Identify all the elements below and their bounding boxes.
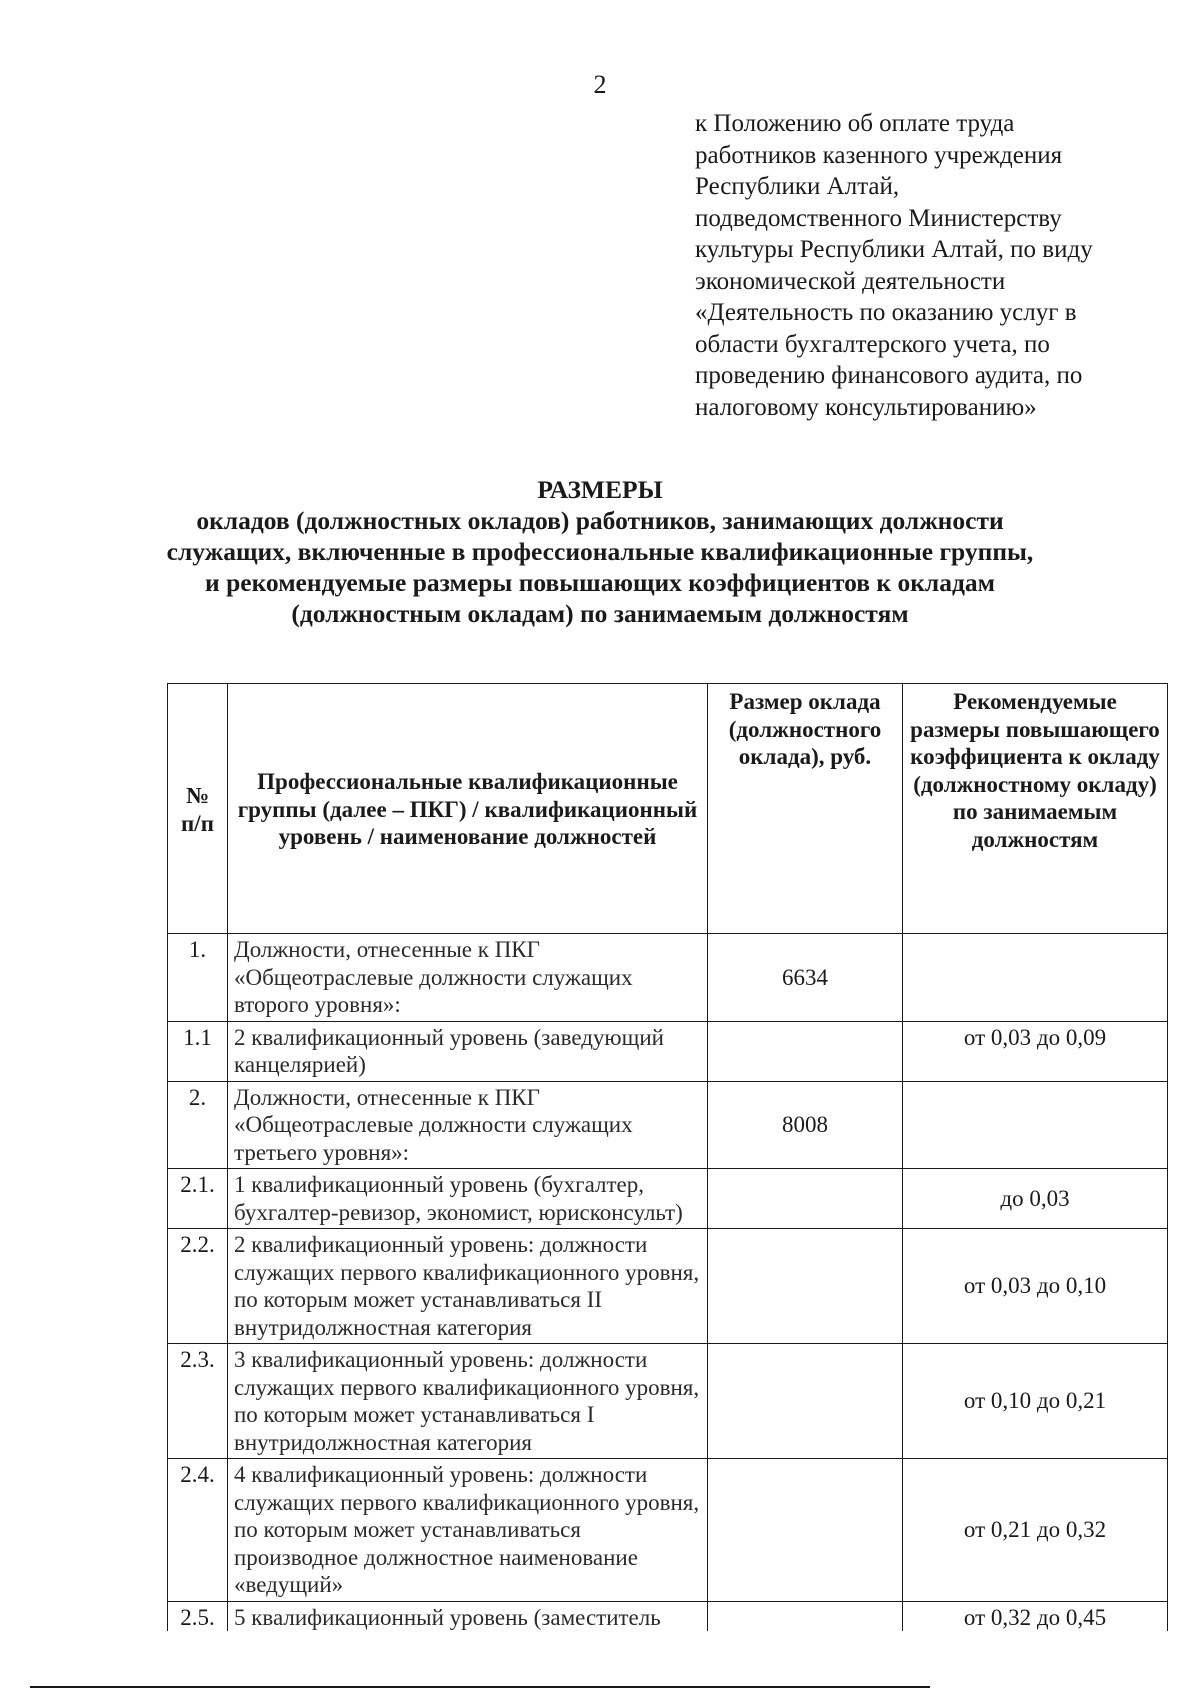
row-coef: от 0,03 до 0,09 [903,1021,1168,1081]
row-name: Должности, отнесенные к ПКГ «Общеотраслевые должности служащих третьего уровня»: [228,1081,708,1169]
row-num: 2.2. [168,1229,228,1344]
row-coef [903,1081,1168,1169]
appendix-line: «Деятельность по оказанию услуг в [695,299,1077,326]
row-num: 2.1. [168,1169,228,1229]
row-coef: от 0,10 до 0,21 [903,1344,1168,1459]
appendix-line: культуры Республики Алтай, по виду [695,236,1093,263]
row-salary [708,1021,903,1081]
row-name: 2 квалификационный уровень (заведующий канцелярией) [228,1021,708,1081]
appendix-line: проведению финансового аудита, по [695,362,1083,389]
title-line: и рекомендуемые размеры повышающих коэффициентов к окладам [205,568,995,597]
table-row [168,1081,1168,1169]
row-name: 3 квалификационный уровень: должности служащих первого квалификационного уровня, по которым может устанавливаться I внутридолжностная категория [228,1344,708,1459]
row-salary [708,1459,903,1602]
row-num: 2.5. [168,1601,228,1631]
table-row [168,1021,1168,1081]
page-number: 2 [593,70,607,99]
header-salary: Размер оклада (должностного оклада), руб. [708,684,903,934]
row-name: Должности, отнесенные к ПКГ «Общеотраслевые должности служащих второго уровня»: [228,934,708,1022]
row-num: 2. [168,1081,228,1169]
row-salary: 8008 [708,1081,903,1169]
title-line: (должностным окладам) по занимаемым должностям [291,599,909,628]
row-coef: от 0,21 до 0,32 [903,1459,1168,1602]
row-salary [708,1229,903,1344]
row-num: 2.3. [168,1344,228,1459]
appendix-line: налоговому консультированию» [695,393,1037,421]
table-row [168,1229,1168,1344]
appendix-note [695,108,1155,423]
row-coef: от 0,03 до 0,10 [903,1229,1168,1344]
row-coef: от 0,32 до 0,45 [903,1601,1168,1631]
row-salary [708,1344,903,1459]
row-name: 5 квалификационный уровень (заместитель [228,1601,708,1631]
row-name: 4 квалификационный уровень: должности служащих первого квалификационного уровня, по которым может устанавливаться производное должностное наименование «ведущий» [228,1459,708,1602]
header-name: Профессиональные квалификационные группы (далее – ПКГ) / квалификационный уровень / наименование должностей [228,684,708,934]
bottom-rule [30,1686,930,1688]
table-header-row [168,684,1168,934]
row-num: 2.4. [168,1459,228,1602]
row-name: 1 квалификационный уровень (бухгалтер, бухгалтер-ревизор, экономист, юрисконсульт) [228,1169,708,1229]
appendix-line: Республики Алтай, [695,173,900,200]
row-coef [903,934,1168,1022]
header-num: № п/п [168,684,228,934]
row-num: 1.1 [168,1021,228,1081]
table-row [168,1344,1168,1459]
appendix-line: работников казенного учреждения [695,141,1063,169]
document-title [100,474,1100,629]
table-row [168,1169,1168,1229]
header-coef: Рекомендуемые размеры повышающего коэффициента к окладу (должностному окладу) по занимаемым должностям [903,684,1168,934]
table-row [168,1459,1168,1602]
table-row [168,1601,1168,1631]
row-salary [708,1169,903,1229]
title-heading: РАЗМЕРЫ [537,475,663,504]
table-row [168,934,1168,1022]
row-name: 2 квалификационный уровень: должности служащих первого квалификационного уровня, по которым может устанавливаться II внутридолжностная категория [228,1229,708,1344]
appendix-line: подведомственного Министерству [695,204,1062,232]
row-num: 1. [168,934,228,1022]
appendix-line: экономической деятельности [695,267,1006,295]
appendix-line: к Положению об оплате труда [695,110,1015,137]
title-line: окладов (должностных окладов) работников, занимающих должности [196,506,1004,535]
salary-table [167,683,1168,1631]
title-line: служащих, включенные в профессиональные квалификационные группы, [166,537,1034,566]
row-salary [708,1601,903,1631]
appendix-line: области бухгалтерского учета, по [695,330,1050,358]
row-salary: 6634 [708,934,903,1022]
row-coef: до 0,03 [903,1169,1168,1229]
